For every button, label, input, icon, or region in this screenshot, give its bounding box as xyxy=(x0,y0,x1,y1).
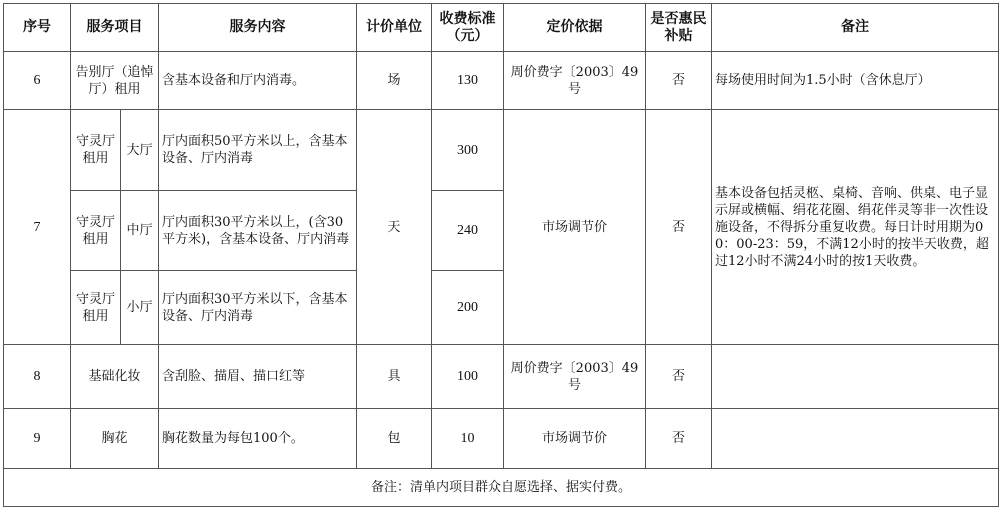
row-subsidy: 否 xyxy=(646,52,712,110)
row-hall-size: 中厅 xyxy=(121,191,159,271)
row-unit: 具 xyxy=(357,345,432,409)
row-content: 厅内面积50平方米以上，含基本设备、厅内消毒 xyxy=(159,110,357,191)
row-subsidy: 否 xyxy=(646,345,712,409)
row-item: 守灵厅租用 xyxy=(71,271,121,345)
header-item: 服务项目 xyxy=(71,4,159,52)
row-hall-size: 小厅 xyxy=(121,271,159,345)
row-price: 130 xyxy=(432,52,504,110)
row-price: 10 xyxy=(432,409,504,469)
footer-row xyxy=(4,469,999,507)
header-seq: 序号 xyxy=(4,4,71,52)
row-price: 200 xyxy=(432,271,504,345)
row-basis: 市场调节价 xyxy=(504,110,646,345)
row-seq: 9 xyxy=(4,409,71,469)
row-basis: 市场调节价 xyxy=(504,409,646,469)
row-price: 300 xyxy=(432,110,504,191)
row-note xyxy=(712,409,999,469)
service-fee-table xyxy=(3,3,999,507)
header-subsidy: 是否惠民补贴 xyxy=(646,4,712,52)
row-content: 含基本设备和厅内消毒。 xyxy=(159,52,357,110)
row-item: 告别厅（追悼厅）租用 xyxy=(71,52,159,110)
row-price: 100 xyxy=(432,345,504,409)
row-note: 每场使用时间为1.5小时（含休息厅） xyxy=(712,52,999,110)
table-row xyxy=(4,110,999,191)
row-item: 基础化妆 xyxy=(71,345,159,409)
row-content: 胸花数量为每包100个。 xyxy=(159,409,357,469)
row-item: 胸花 xyxy=(71,409,159,469)
table-row xyxy=(4,52,999,110)
table-row xyxy=(4,345,999,409)
row-seq: 7 xyxy=(4,110,71,345)
header-content: 服务内容 xyxy=(159,4,357,52)
row-price: 240 xyxy=(432,191,504,271)
row-content: 厅内面积30平方米以下，含基本设备、厅内消毒 xyxy=(159,271,357,345)
header-row xyxy=(4,4,999,52)
header-unit: 计价单位 xyxy=(357,4,432,52)
row-item: 守灵厅租用 xyxy=(71,191,121,271)
row-unit: 天 xyxy=(357,110,432,345)
footer-note: 备注：清单内项目群众自愿选择、据实付费。 xyxy=(4,469,999,507)
row-unit: 包 xyxy=(357,409,432,469)
header-note: 备注 xyxy=(712,4,999,52)
row-hall-size: 大厅 xyxy=(121,110,159,191)
row-seq: 6 xyxy=(4,52,71,110)
row-subsidy: 否 xyxy=(646,409,712,469)
row-note: 基本设备包括灵柩、桌椅、音响、供桌、电子显示屏或横幅、绢花花圈、绢花伴灵等非一次性设施设备，不得拆分重复收费。每日计时用期为00：00-23：59，不满12小时的按半天收费，超过12小时不满24小时的按1天收费。 xyxy=(712,110,999,345)
row-unit: 场 xyxy=(357,52,432,110)
row-note xyxy=(712,345,999,409)
row-content: 厅内面积30平方米以上，(含30平方米)，含基本设备、厅内消毒 xyxy=(159,191,357,271)
row-seq: 8 xyxy=(4,345,71,409)
row-basis: 周价费字〔2003〕49号 xyxy=(504,345,646,409)
row-item: 守灵厅租用 xyxy=(71,110,121,191)
header-basis: 定价依据 xyxy=(504,4,646,52)
table-row xyxy=(4,409,999,469)
header-price: 收费标准（元） xyxy=(432,4,504,52)
row-content: 含刮脸、描眉、描口红等 xyxy=(159,345,357,409)
row-basis: 周价费字〔2003〕49号 xyxy=(504,52,646,110)
row-subsidy: 否 xyxy=(646,110,712,345)
